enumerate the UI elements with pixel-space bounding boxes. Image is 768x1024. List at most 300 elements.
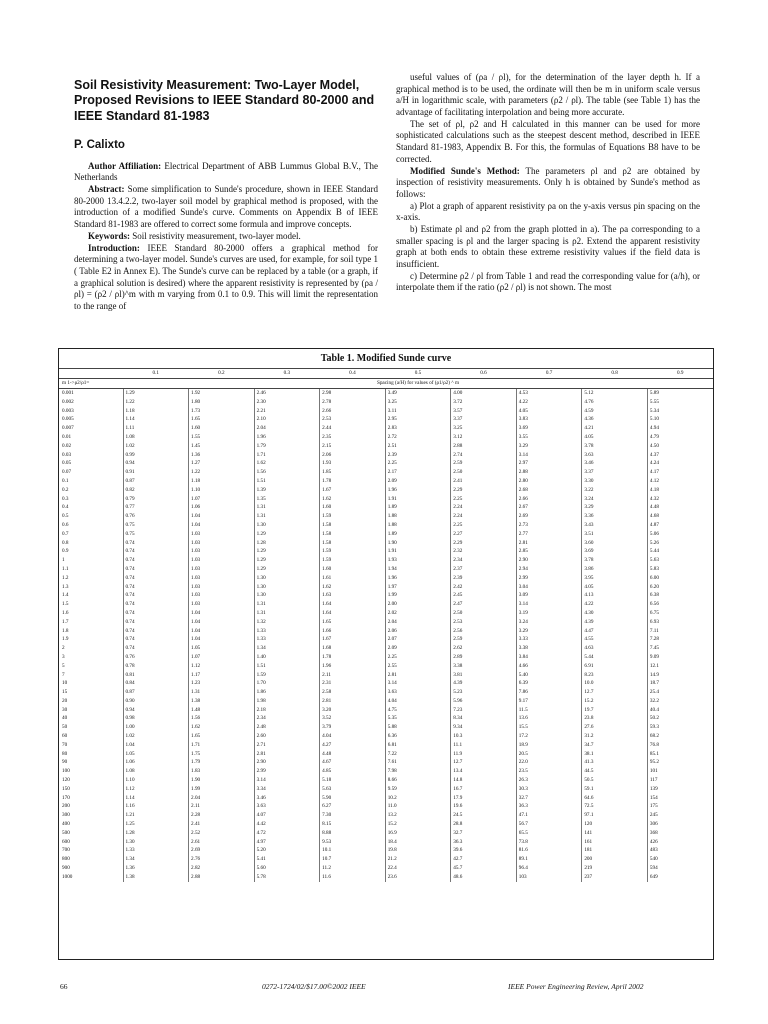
- table-row: [59, 873, 713, 882]
- spacing-cell: 3.63: [385, 688, 451, 697]
- spacing-cell: 3.33: [516, 635, 582, 644]
- table-row: [59, 794, 713, 803]
- spacing-cell: 0.74: [123, 609, 189, 618]
- spacing-cell: 44.5: [582, 767, 648, 776]
- spacing-cell: 5.78: [254, 873, 320, 882]
- spacing-cell: 15.2: [582, 697, 648, 706]
- spacing-cell: 4.59: [582, 407, 648, 416]
- spacing-cell: 2.18: [254, 706, 320, 715]
- spacing-cell: 97.1: [582, 811, 648, 820]
- spacing-cell: 1.59: [320, 556, 386, 565]
- table-row: [59, 539, 713, 548]
- m-header-cell: 0.6: [451, 369, 517, 379]
- spacing-cell: 0.91: [123, 468, 189, 477]
- table-row: [59, 855, 713, 864]
- spacing-cell: 1.29: [254, 565, 320, 574]
- table-row: [59, 512, 713, 521]
- spacing-cell: 30.3: [516, 785, 582, 794]
- table-row: [59, 556, 713, 565]
- spacing-cell: 24.5: [451, 811, 517, 820]
- spacing-cell: 7.22: [385, 750, 451, 759]
- spacing-cell: 0.76: [123, 512, 189, 521]
- spacing-cell: 32.7: [451, 829, 517, 838]
- paragraph-text: Some simplification to Sunde's procedure, shown in IEEE Standard 80-2000 13.4.2.2, two-layer soil model by graphical method is proposed, with the introduction of a modified Sunde's curve. Comments on Appendix B of IEEE Standard 81-1983 are offered to correct some formula and improve concepts.: [74, 184, 378, 230]
- table-row: [59, 671, 713, 680]
- table-row: [59, 864, 713, 873]
- spacing-cell: 2.74: [451, 451, 517, 460]
- spacing-cell: 5.60: [254, 864, 320, 873]
- table-row: [59, 486, 713, 495]
- corner-blank: [59, 369, 123, 379]
- spacing-cell: 1.02: [123, 732, 189, 741]
- ratio-cell: 0.005: [62, 416, 74, 423]
- left-paragraphs: [74, 161, 378, 313]
- spacing-cell: 2.71: [254, 741, 320, 750]
- spacing-cell: 1.96: [254, 433, 320, 442]
- table-row: [59, 811, 713, 820]
- spacing-cell: 1.04: [189, 635, 255, 644]
- table-row: [59, 767, 713, 776]
- spacing-cell: 14.9: [647, 671, 713, 680]
- spacing-cell: 3.22: [582, 486, 648, 495]
- table-row: [59, 415, 713, 424]
- table-row: [59, 433, 713, 442]
- table-row: [59, 679, 713, 688]
- spacing-cell: 1.68: [320, 644, 386, 653]
- spacing-cell: 103: [516, 873, 582, 882]
- spacing-cell: 59.1: [582, 785, 648, 794]
- spacing-cell: 8.34: [451, 714, 517, 723]
- spacing-cell: 2.17: [385, 468, 451, 477]
- spacing-cell: 11.9: [451, 750, 517, 759]
- spacing-cell: 5.26: [647, 539, 713, 548]
- spacing-cell: 1.89: [385, 503, 451, 512]
- spacing-cell: 39.6: [451, 846, 517, 855]
- spacing-cell: 3.25: [385, 398, 451, 407]
- spacing-cell: 2.88: [189, 873, 255, 882]
- spacing-cell: 1.05: [123, 750, 189, 759]
- ratio-cell: 30: [62, 706, 68, 713]
- spacing-cell: 1.62: [189, 723, 255, 732]
- spacing-cell: 2.55: [385, 662, 451, 671]
- spacing-cell: 1.59: [254, 671, 320, 680]
- spacing-cell: 2.25: [451, 495, 517, 504]
- spacing-cell: 25.4: [647, 688, 713, 697]
- spacing-cell: 1.33: [254, 635, 320, 644]
- table-row: [59, 424, 713, 433]
- spacing-cell: 2.61: [189, 838, 255, 847]
- spacing-cell: 3.12: [451, 433, 517, 442]
- spacing-cell: 10.2: [385, 794, 451, 803]
- spacing-cell: 5.63: [320, 785, 386, 794]
- spacing-cell: 2.58: [320, 688, 386, 697]
- spacing-cell: 1.88: [385, 512, 451, 521]
- ratio-cell: 90: [62, 759, 68, 766]
- journal-name: IEEE Power Engineering Review, April 2002: [508, 982, 644, 991]
- spacing-cell: 3.29: [516, 627, 582, 636]
- spacing-cell: 1.98: [254, 697, 320, 706]
- spacing-cell: 14.8: [451, 776, 517, 785]
- spacing-cell: 6.27: [320, 802, 386, 811]
- spacing-cell: 23.6: [385, 873, 451, 882]
- spacing-cell: 2.77: [516, 530, 582, 539]
- spacing-cell: 0.87: [123, 688, 189, 697]
- spacing-cell: 200: [582, 855, 648, 864]
- spacing-cell: 2.02: [385, 609, 451, 618]
- spacing-cell: 0.74: [123, 565, 189, 574]
- spacing-cell: 2.89: [451, 653, 517, 662]
- ratio-cell: 0.1: [62, 477, 69, 484]
- spacing-cell: 13.4: [451, 767, 517, 776]
- spacing-cell: 1.58: [320, 521, 386, 530]
- spacing-cell: 2.78: [320, 398, 386, 407]
- paragraph-text: a) Plot a graph of apparent resistivity ρa on the y-axis versus pin spacing on the x-axis.: [396, 200, 700, 223]
- right-paragraphs: [396, 72, 700, 294]
- spacing-cell: 3.49: [385, 389, 451, 398]
- spacing-cell: 0.94: [123, 459, 189, 468]
- spacing-cell: 1.92: [189, 389, 255, 398]
- ratio-cell: 500: [62, 829, 70, 836]
- table-row: [59, 530, 713, 539]
- spacing-cell: 50.2: [647, 714, 713, 723]
- spacing-cell: 4.05: [582, 433, 648, 442]
- spacing-cell: 1.10: [123, 776, 189, 785]
- table-row: [59, 635, 713, 644]
- spacing-cell: 2.59: [451, 459, 517, 468]
- spacing-cell: 2.42: [451, 583, 517, 592]
- spacing-cell: 3.24: [582, 495, 648, 504]
- spacing-cell: 1.25: [123, 820, 189, 829]
- spacing-cell: 1.05: [189, 644, 255, 653]
- right-column: [396, 72, 700, 294]
- paragraph-text: c) Determine ρ2 / ρl from Table 1 and read the corresponding value for (a/h), or interpolate them if the ratio (ρ2 / ρl) is not shown. The most: [396, 270, 700, 293]
- spacing-cell: 1.80: [189, 398, 255, 407]
- spacing-cell: 32.7: [516, 794, 582, 803]
- spacing-cell: 1.40: [254, 653, 320, 662]
- spacing-cell: 3.37: [451, 415, 517, 424]
- spacing-cell: 4.04: [385, 697, 451, 706]
- spacing-cell: 0.76: [123, 653, 189, 662]
- spacing-cell: 1.58: [320, 539, 386, 548]
- spacing-cell: 1.11: [123, 424, 189, 433]
- ratio-cell: 800: [62, 856, 70, 863]
- ratio-cell: 1.8: [62, 627, 69, 634]
- right-paragraphs-item: [396, 72, 700, 119]
- m-header-cell: 0.2: [189, 369, 255, 379]
- spacing-cell: 4.42: [254, 820, 320, 829]
- spacing-cell: 2.34: [451, 556, 517, 565]
- spacing-cell: 3.14: [254, 776, 320, 785]
- spacing-cell: 1.06: [189, 503, 255, 512]
- paragraph-lead: Modified Sunde's Method:: [410, 165, 520, 176]
- spacing-cell: 426: [647, 838, 713, 847]
- spacing-cell: 1.30: [254, 591, 320, 600]
- spacing-cell: 5.44: [647, 547, 713, 556]
- page-number: 66: [60, 982, 68, 991]
- spacing-cell: 1.64: [320, 609, 386, 618]
- spacing-cell: 7.61: [385, 758, 451, 767]
- spacing-cell: 4.94: [647, 424, 713, 433]
- ratio-cell: 5: [62, 662, 65, 669]
- table-row: [59, 758, 713, 767]
- spacing-cell: 41.3: [582, 758, 648, 767]
- spacing-cell: 6.38: [647, 591, 713, 600]
- spacing-label: Spacing (a/H) for values of (ρ1/ρ2) ^ m: [123, 379, 713, 389]
- ratio-cell: 0.4: [62, 504, 69, 511]
- spacing-cell: 0.77: [123, 503, 189, 512]
- spacing-cell: 3.52: [320, 714, 386, 723]
- spacing-cell: 1.38: [123, 873, 189, 882]
- ratio-cell: 0.2: [62, 486, 69, 493]
- spacing-cell: 1.73: [189, 407, 255, 416]
- spacing-cell: 2.46: [254, 389, 320, 398]
- ratio-cell: 170: [62, 794, 70, 801]
- spacing-cell: 1.12: [123, 785, 189, 794]
- spacing-cell: 2.60: [254, 732, 320, 741]
- spacing-cell: 1.65: [189, 415, 255, 424]
- spacing-cell: 2.15: [320, 442, 386, 451]
- spacing-cell: 5.83: [647, 565, 713, 574]
- spacing-cell: 1.02: [123, 442, 189, 451]
- spacing-cell: 7.28: [647, 635, 713, 644]
- spacing-cell: 2.11: [320, 671, 386, 680]
- left-paragraphs-item: [74, 231, 378, 243]
- spacing-cell: 1.03: [189, 547, 255, 556]
- copyright-code: 0272-1724/02/$17.00©2002 IEEE: [262, 982, 366, 991]
- spacing-cell: 4.24: [647, 459, 713, 468]
- spacing-cell: 4.87: [647, 521, 713, 530]
- ratio-cell: 0.3: [62, 495, 69, 502]
- spacing-cell: 2.50: [451, 609, 517, 618]
- spacing-cell: 3.24: [516, 618, 582, 627]
- spacing-cell: 1.86: [254, 688, 320, 697]
- spacing-cell: 5.89: [647, 389, 713, 398]
- spacing-cell: 1.61: [320, 574, 386, 583]
- spacing-cell: 2.11: [189, 802, 255, 811]
- ratio-cell: 1.7: [62, 618, 69, 625]
- spacing-cell: 15.2: [385, 820, 451, 829]
- spacing-cell: 4.97: [254, 838, 320, 847]
- spacing-cell: 3.63: [254, 802, 320, 811]
- spacing-cell: 1.06: [123, 758, 189, 767]
- spacing-cell: 1.58: [320, 530, 386, 539]
- spacing-cell: 11.6: [320, 873, 386, 882]
- spacing-cell: 5.41: [254, 855, 320, 864]
- ratio-cell: 600: [62, 838, 70, 845]
- spacing-cell: 4.66: [516, 662, 582, 671]
- spacing-cell: 89.1: [516, 855, 582, 864]
- spacing-cell: 139: [647, 785, 713, 794]
- spacing-cell: 3.25: [451, 424, 517, 433]
- spacing-cell: 2.25: [385, 459, 451, 468]
- ratio-cell: 70: [62, 741, 68, 748]
- spacing-cell: 2.81: [320, 697, 386, 706]
- spacing-cell: 1.08: [123, 767, 189, 776]
- spacing-cell: 5.34: [647, 407, 713, 416]
- spacing-cell: 1.33: [123, 846, 189, 855]
- table-row: [59, 547, 713, 556]
- article-title: Soil Resistivity Measurement: Two-Layer Model, Proposed Revisions to IEEE Standard 80-2000 and IEEE Standard 81-1983: [74, 78, 375, 123]
- spacing-cell: 0.74: [123, 556, 189, 565]
- spacing-cell: 3.79: [320, 723, 386, 732]
- spacing-cell: 2.82: [189, 864, 255, 873]
- spacing-cell: 21.2: [385, 855, 451, 864]
- table-row: [59, 407, 713, 416]
- spacing-cell: 1.30: [254, 521, 320, 530]
- spacing-cell: 1.18: [123, 407, 189, 416]
- spacing-cell: 3.38: [451, 662, 517, 671]
- spacing-cell: 19.8: [385, 846, 451, 855]
- spacing-cell: 154: [647, 794, 713, 803]
- spacing-cell: 1.29: [254, 547, 320, 556]
- spacing-cell: 1.39: [254, 486, 320, 495]
- spacing-cell: 2.81: [516, 539, 582, 548]
- spacing-cell: 2.41: [451, 477, 517, 486]
- spacing-cell: 1.55: [189, 433, 255, 442]
- spacing-cell: 11.0: [385, 802, 451, 811]
- spacing-cell: 12.7: [451, 758, 517, 767]
- spacing-cell: 0.90: [123, 697, 189, 706]
- spacing-cell: 18.9: [516, 741, 582, 750]
- spacing-cell: 0.84: [123, 679, 189, 688]
- spacing-cell: 19.6: [451, 802, 517, 811]
- spacing-cell: 15.5: [516, 723, 582, 732]
- spacing-cell: 2.39: [385, 451, 451, 460]
- spacing-cell: 3.57: [451, 407, 517, 416]
- table-row: [59, 644, 713, 653]
- spacing-cell: 1.65: [320, 618, 386, 627]
- spacing-cell: 2.29: [451, 539, 517, 548]
- spacing-cell: 1.71: [254, 451, 320, 460]
- spacing-cell: 1.36: [189, 451, 255, 460]
- spacing-cell: 1.03: [189, 574, 255, 583]
- spacing-cell: 3.14: [385, 679, 451, 688]
- spacing-cell: 4.36: [582, 415, 648, 424]
- spacing-cell: 11.5: [516, 706, 582, 715]
- spacing-cell: 13.6: [516, 714, 582, 723]
- spacing-cell: 4.13: [582, 591, 648, 600]
- spacing-cell: 1.12: [189, 662, 255, 671]
- spacing-cell: 4.39: [451, 679, 517, 688]
- spacing-cell: 22.0: [516, 758, 582, 767]
- m-header-cell: 0.9: [647, 369, 713, 379]
- left-paragraphs-item: [74, 243, 378, 313]
- spacing-cell: 7.11: [647, 627, 713, 636]
- spacing-cell: 1.75: [189, 750, 255, 759]
- spacing-cell: 59.3: [647, 723, 713, 732]
- ratio-cell: 0.7: [62, 530, 69, 537]
- spacing-cell: 0.74: [123, 547, 189, 556]
- spacing-cell: 0.74: [123, 574, 189, 583]
- spacing-cell: 0.94: [123, 706, 189, 715]
- spacing-cell: 2.56: [451, 627, 517, 636]
- spacing-cell: 1.08: [123, 433, 189, 442]
- table-row: [59, 653, 713, 662]
- spacing-cell: 5.96: [451, 697, 517, 706]
- spacing-cell: 2.25: [385, 653, 451, 662]
- spacing-cell: 1.29: [254, 556, 320, 565]
- spacing-cell: 16.7: [451, 785, 517, 794]
- spacing-cell: 2.73: [516, 521, 582, 530]
- spacing-cell: 1.96: [385, 486, 451, 495]
- paragraph-text: useful values of (ρa / ρl), for the determination of the layer depth h. If a graphical method is to be used, the ordinate will then be m in uniform scale versus a/H in logarithmic scale, with parameters (ρ2 / ρl). The table (see Table 1) has the advantage of facilitating interpolation and being more accurate.: [396, 72, 700, 118]
- table-row: [59, 583, 713, 592]
- spacing-cell: 2.47: [451, 600, 517, 609]
- spacing-cell: 1.88: [385, 521, 451, 530]
- spacing-cell: 3.38: [516, 644, 582, 653]
- paragraph-text: The parameters ρl and ρ2 are obtained by inspection of resistivity measurements. Only h is obtained by Sunde's method as follows:: [396, 165, 701, 199]
- spacing-cell: 2.99: [516, 574, 582, 583]
- spacing-cell: 1.66: [320, 627, 386, 636]
- spacing-cell: 3.55: [516, 433, 582, 442]
- ratio-cell: 3: [62, 653, 65, 660]
- spacing-cell: 3.51: [582, 530, 648, 539]
- spacing-cell: 1.27: [189, 459, 255, 468]
- spacing-cell: 1.78: [320, 653, 386, 662]
- spacing-cell: 2.10: [254, 415, 320, 424]
- spacing-cell: 3.83: [516, 415, 582, 424]
- spacing-cell: 5.63: [647, 556, 713, 565]
- table-row: [59, 574, 713, 583]
- spacing-cell: 1.04: [189, 609, 255, 618]
- spacing-cell: 1.04: [123, 741, 189, 750]
- spacing-cell: 2.30: [254, 398, 320, 407]
- paragraph-lead: Author Affiliation:: [88, 160, 162, 171]
- table-row: [59, 600, 713, 609]
- spacing-cell: 2.31: [320, 679, 386, 688]
- table-row: [59, 609, 713, 618]
- spacing-cell: 1.04: [189, 627, 255, 636]
- spacing-cell: 1.67: [320, 486, 386, 495]
- spacing-cell: 2.37: [451, 565, 517, 574]
- spacing-cell: 5.90: [320, 794, 386, 803]
- spacing-cell: 2.48: [254, 723, 320, 732]
- table-row: [59, 723, 713, 732]
- spacing-cell: 3.95: [582, 574, 648, 583]
- spacing-cell: 2.66: [320, 407, 386, 416]
- spacing-cell: 11.1: [451, 741, 517, 750]
- ratio-cell: 1.9: [62, 636, 69, 643]
- ratio-cell: 300: [62, 812, 70, 819]
- spacing-cell: 3.20: [320, 706, 386, 715]
- ratio-cell: 50: [62, 724, 68, 731]
- spacing-cell: 1.28: [123, 829, 189, 838]
- spacing-cell: 2.62: [451, 644, 517, 653]
- ratio-cell: 0.07: [62, 469, 72, 476]
- table-row: [59, 732, 713, 741]
- spacing-cell: 1.45: [189, 442, 255, 451]
- table-row: [59, 820, 713, 829]
- spacing-cell: 0.74: [123, 591, 189, 600]
- ratio-cell: 0.02: [62, 442, 72, 449]
- spacing-cell: 2.24: [451, 512, 517, 521]
- ratio-cell: 400: [62, 821, 70, 828]
- spacing-cell: 2.59: [451, 635, 517, 644]
- spacing-cell: 4.32: [647, 495, 713, 504]
- ratio-cell: 0.002: [62, 398, 74, 405]
- m-header-cell: 0.4: [320, 369, 386, 379]
- spacing-cell: 1.91: [385, 547, 451, 556]
- spacing-cell: 1.79: [189, 758, 255, 767]
- spacing-cell: 0.79: [123, 495, 189, 504]
- ratio-cell: 700: [62, 847, 70, 854]
- spacing-cell: 8.66: [385, 776, 451, 785]
- sunde-table: [59, 368, 713, 882]
- m-header-cell: 0.3: [254, 369, 320, 379]
- spacing-cell: 1.23: [189, 679, 255, 688]
- spacing-cell: 7.30: [320, 811, 386, 820]
- spacing-cell: 6.81: [385, 741, 451, 750]
